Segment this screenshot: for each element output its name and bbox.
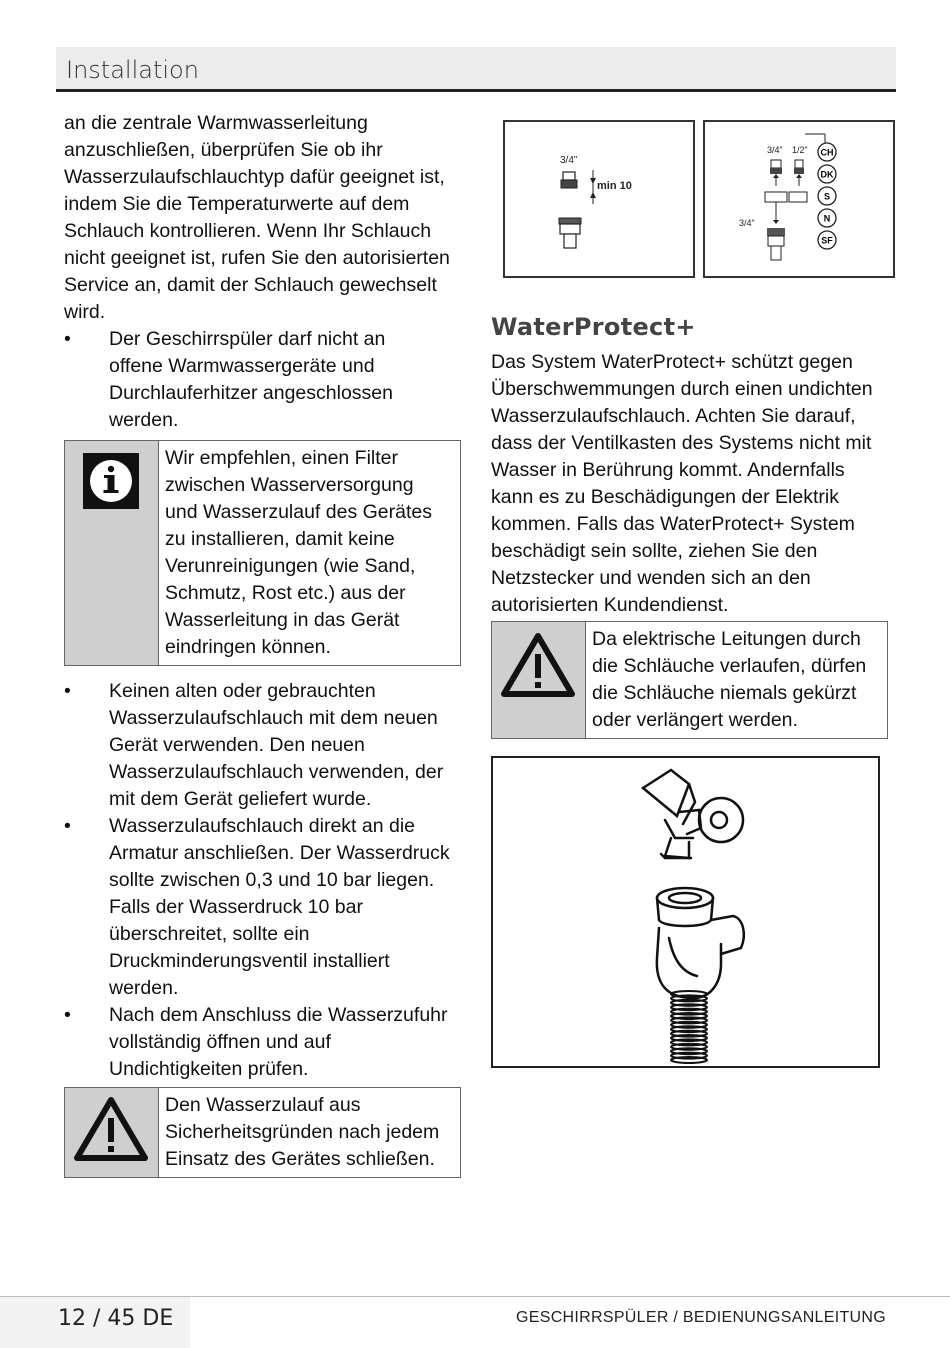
country-badge-label: DK (820, 169, 834, 180)
country-badge-label: S (823, 191, 831, 202)
info-note-box (64, 440, 461, 666)
country-badge-label: CH (820, 147, 834, 158)
info-icon (81, 451, 141, 511)
warning-icon-cell-right (492, 622, 586, 738)
warning-note-box-right (491, 621, 888, 739)
adapter-country-drawing (705, 122, 893, 276)
label-12-top: 1/2” (792, 145, 808, 155)
bullet-item-pressure: • Wasserzulaufschlauch direkt an die Armatur anschließen. Der Wasserdruck sollte zwischen 0,3 und 10 bar liegen. Falls der Wasserdruck 10 bar überschreitet, sollte ein Druckminderungsventil installiert werden. (64, 813, 454, 1002)
page-header (56, 47, 896, 92)
waterprotect-illustration (493, 758, 878, 1066)
country-badge-label: SF (821, 235, 833, 246)
hose-thread-diagram (503, 120, 695, 278)
info-note-text: Wir empfehlen, einen Filter zwischen Wasserversorgung und Wasserzulauf des Gerätes zu installieren, damit keine Verunreinigungen (wie Sand, Schmutz, Rost etc.) aus der Wasserleitung in das Gerät eindringen können. (165, 447, 432, 658)
min-label: min 10 (597, 180, 632, 192)
thread-label: 3/4” (560, 155, 578, 166)
label-34-bottom: 3/4” (739, 218, 755, 228)
waterprotect-heading: WaterProtect+ (491, 313, 696, 341)
adapter-country-diagram (703, 120, 895, 278)
hose-ring (671, 1057, 707, 1063)
country-badge-label: N (823, 213, 831, 224)
info-icon-cell (65, 441, 159, 665)
warning-note-text-left: Den Wasserzulauf aus Sicherheitsgründen nach jedem Einsatz des Gerätes schließen. (165, 1094, 440, 1170)
warning-triangle-icon (73, 1096, 149, 1162)
waterprotect-valve-illustration (657, 888, 744, 998)
hose-thread-drawing (505, 122, 693, 276)
page-header-title: Installation (66, 56, 199, 84)
warning-triangle-icon (500, 632, 576, 698)
intro-paragraph: an die zentrale Warmwasserleitung anzuschließen, überprüfen Sie ob ihr Wasserzulaufschlauchtyp dafür geeignet ist, indem Sie die Temperaturwerte auf dem Schlauch kontrollieren. Wenn Ihr Schlauch nicht geeignet ist, rufen Sie den autorisierten Service an, damit der Schlauch gewechselt wird. (64, 112, 450, 323)
warning-note-text-right: Da elektrische Leitungen durch die Schläuche verlaufen, dürfen die Schläuche niemals gekürzt oder verlängert werden. (592, 628, 867, 731)
bullet-item-open-supply: • Nach dem Anschluss die Wasserzufuhr vollständig öffnen und auf Undichtigkeiten prüfen. (64, 1002, 459, 1083)
bullet-item-new-hose: • Keinen alten oder gebrauchten Wasserzulaufschlauch mit dem neuen Gerät verwenden. Den neuen Wasserzulaufschlauch verwenden, der mit dem Gerät geliefert wurde. (64, 678, 454, 813)
warning-icon-cell (65, 1088, 159, 1177)
faucet-illustration (643, 770, 743, 858)
footer-manual-title: GESCHIRRSPÜLER / BEDIENUNGSANLEITUNG (516, 1309, 886, 1326)
bullet-item-hot-water: • Der Geschirrspüler darf nicht an offene Warmwassergeräte und Durchlauferhitzer angeschlossen werden. (64, 326, 409, 434)
footer-page-number: 12 / 45 DE (58, 1306, 174, 1331)
waterprotect-illustration-box (491, 756, 880, 1068)
warning-note-box-left (64, 1087, 461, 1178)
right-column (491, 313, 891, 739)
country-badges (818, 143, 836, 249)
left-column (64, 110, 464, 1178)
label-34-top: 3/4” (767, 145, 783, 155)
waterprotect-paragraph: Das System WaterProtect+ schützt gegen Überschwemmungen durch einen undichten Wasserzulaufschlauch. Achten Sie darauf, dass der Ventilkasten des Systems nicht mit Wasser in Berührung kommt. Andernfalls kann es zu Beschädigungen der Elektrik kommen. Falls das WaterProtect+ System beschädigt sein sollte, ziehen Sie den Netzstecker und wenden sich an den autorisierten Kundendienst. (491, 351, 873, 616)
hose-illustration (671, 991, 707, 1063)
